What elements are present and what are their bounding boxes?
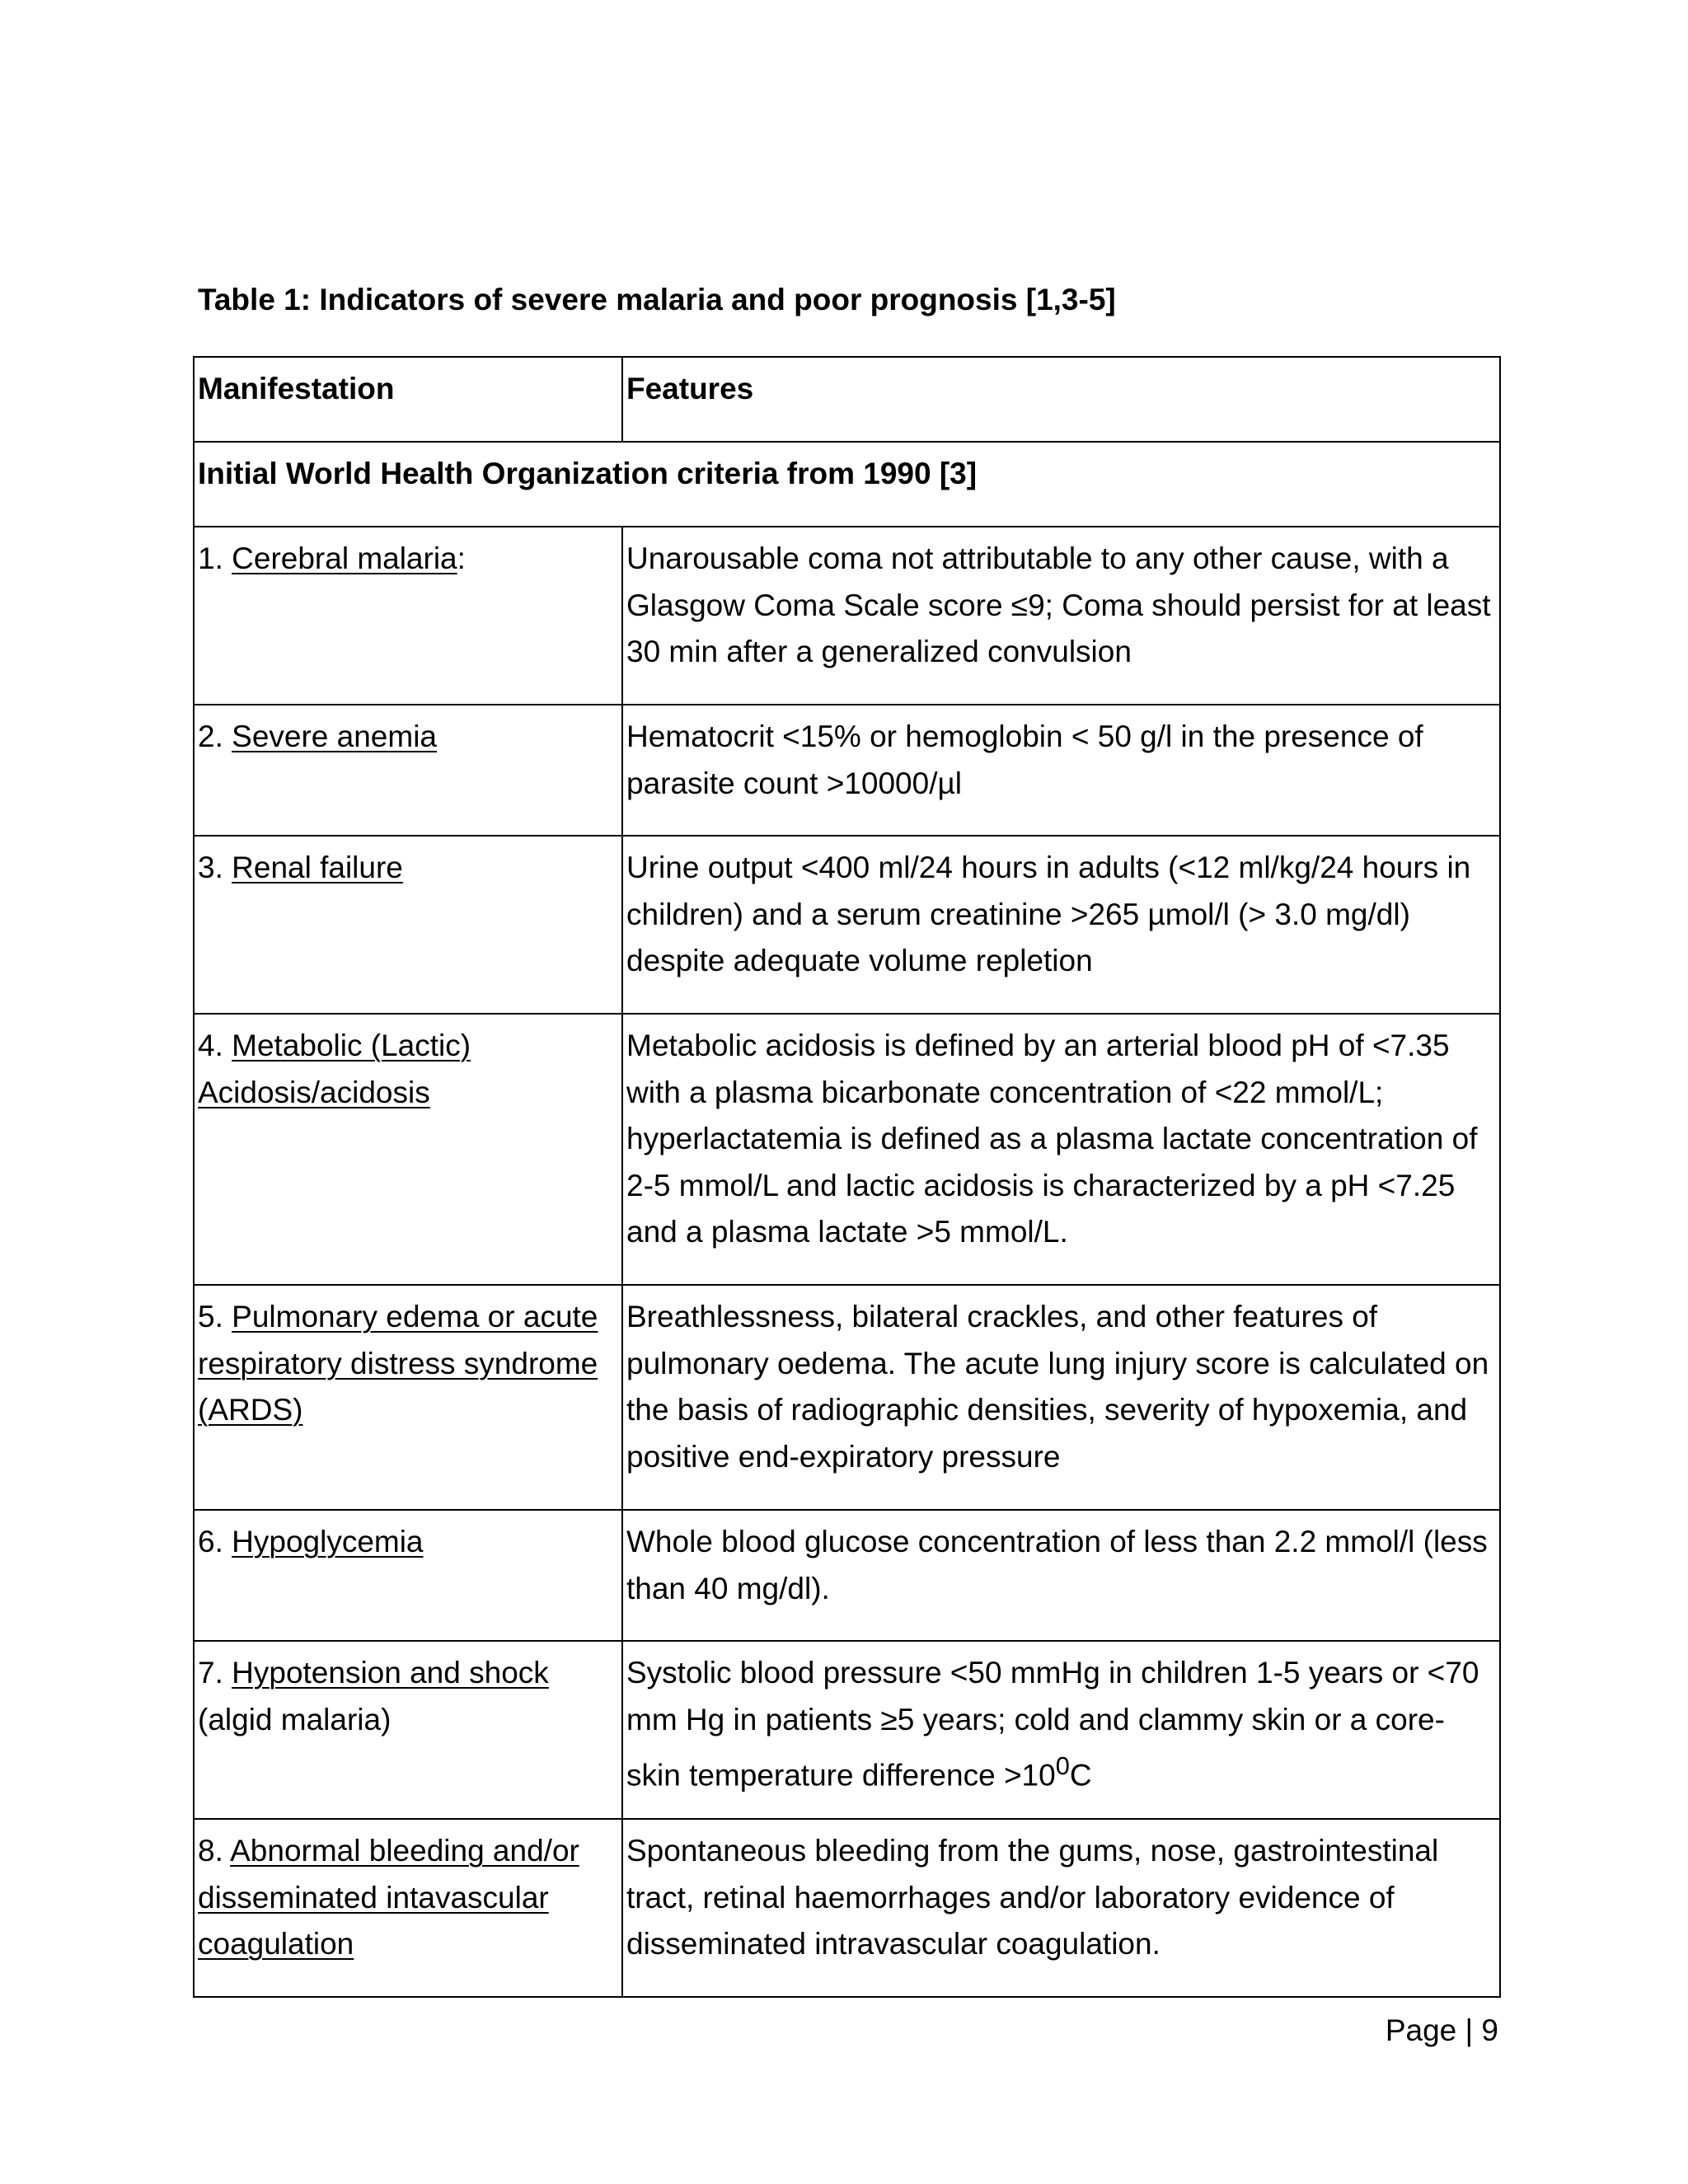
row-number: 1. bbox=[198, 541, 232, 575]
features-cell: Unarousable coma not attributable to any other cause, with a Glasgow Coma Scale score ≤9; Coma should persist for at least 30 min after a generalized convulsion bbox=[622, 527, 1500, 705]
table-row bbox=[194, 527, 1500, 705]
table-row bbox=[194, 1641, 1500, 1819]
row-number: 8. bbox=[198, 1834, 231, 1868]
manifestation-name: Renal failure bbox=[232, 851, 403, 884]
features-cell: Urine output <400 ml/24 hours in adults (<12 ml/kg/24 hours in children) and a serum creatinine >265 µmol/l (> 3.0 mg/dl) despite adequate volume repletion bbox=[622, 836, 1500, 1014]
header-features: Features bbox=[622, 357, 1500, 442]
manifestation-cell bbox=[194, 1285, 622, 1510]
features-unit: C bbox=[1069, 1758, 1092, 1793]
table-row bbox=[194, 1819, 1500, 1997]
table-row bbox=[194, 1285, 1500, 1510]
row-number: 2. bbox=[198, 719, 232, 753]
manifestation-name: Metabolic (Lactic) Acidosis/acidosis bbox=[198, 1029, 471, 1109]
manifestation-suffix: : bbox=[457, 541, 466, 575]
section-heading: Initial World Health Organization criteria from 1990 [3] bbox=[194, 442, 1500, 527]
section-row bbox=[194, 442, 1500, 527]
row-number: 3. bbox=[198, 851, 232, 884]
page-number: Page | 9 bbox=[1385, 2013, 1498, 2047]
manifestation-cell bbox=[194, 1014, 622, 1285]
row-number: 5. bbox=[198, 1300, 232, 1333]
manifestation-cell bbox=[194, 1641, 622, 1819]
table-row bbox=[194, 1014, 1500, 1285]
features-cell: Spontaneous bleeding from the gums, nose, gastrointestinal tract, retinal haemorrhages and/or laboratory evidence of disseminated intravascular coagulation. bbox=[622, 1819, 1500, 1997]
features-text: Systolic blood pressure <50 mmHg in children 1-5 years or <70 mm Hg in patients ≥5 years; cold and clammy skin or a core-skin temperature difference >10 bbox=[626, 1656, 1479, 1793]
manifestation-name: Abnormal bleeding and/or disseminated intavascular coagulation bbox=[198, 1834, 579, 1961]
manifestation-cell bbox=[194, 705, 622, 836]
features-cell: Hematocrit <15% or hemoglobin < 50 g/l in the presence of parasite count >10000/µl bbox=[622, 705, 1500, 836]
manifestation-suffix: (algid malaria) bbox=[198, 1702, 392, 1736]
manifestation-name: Severe anemia bbox=[232, 719, 438, 753]
table-header-row bbox=[194, 357, 1500, 442]
manifestation-name: Hypoglycemia bbox=[232, 1525, 424, 1558]
severe-malaria-table bbox=[193, 356, 1501, 1998]
row-number: 4. bbox=[198, 1029, 232, 1062]
manifestation-cell bbox=[194, 836, 622, 1014]
table-title: Table 1: Indicators of severe malaria and poor prognosis [1,3-5] bbox=[198, 283, 1116, 316]
row-number: 7. bbox=[198, 1656, 232, 1690]
table-row bbox=[194, 836, 1500, 1014]
manifestation-cell bbox=[194, 1819, 622, 1997]
manifestation-cell bbox=[194, 527, 622, 705]
header-manifestation: Manifestation bbox=[194, 357, 622, 442]
row-number: 6. bbox=[198, 1525, 232, 1558]
features-cell: Whole blood glucose concentration of less than 2.2 mmol/l (less than 40 mg/dl). bbox=[622, 1510, 1500, 1641]
manifestation-cell bbox=[194, 1510, 622, 1641]
features-cell bbox=[622, 1641, 1500, 1819]
features-cell: Metabolic acidosis is defined by an arterial blood pH of <7.35 with a plasma bicarbonate concentration of <22 mmol/L; hyperlactatemia is defined as a plasma lactate concentration of 2-5 mmol/L and lactic acidosis is characterized by a pH <7.25 and a plasma lactate >5 mmol/L. bbox=[622, 1014, 1500, 1285]
features-cell: Breathlessness, bilateral crackles, and other features of pulmonary oedema. The acute lung injury score is calculated on the basis of radiographic densities, severity of hypoxemia, and positive end-expiratory pressure bbox=[622, 1285, 1500, 1510]
manifestation-name: Cerebral malaria bbox=[232, 541, 457, 575]
degree-superscript: 0 bbox=[1055, 1751, 1070, 1780]
manifestation-name: Pulmonary edema or acute respiratory distress syndrome (ARDS) bbox=[198, 1300, 598, 1427]
table-row bbox=[194, 705, 1500, 836]
manifestation-name: Hypotension and shock bbox=[232, 1656, 549, 1690]
table-row bbox=[194, 1510, 1500, 1641]
